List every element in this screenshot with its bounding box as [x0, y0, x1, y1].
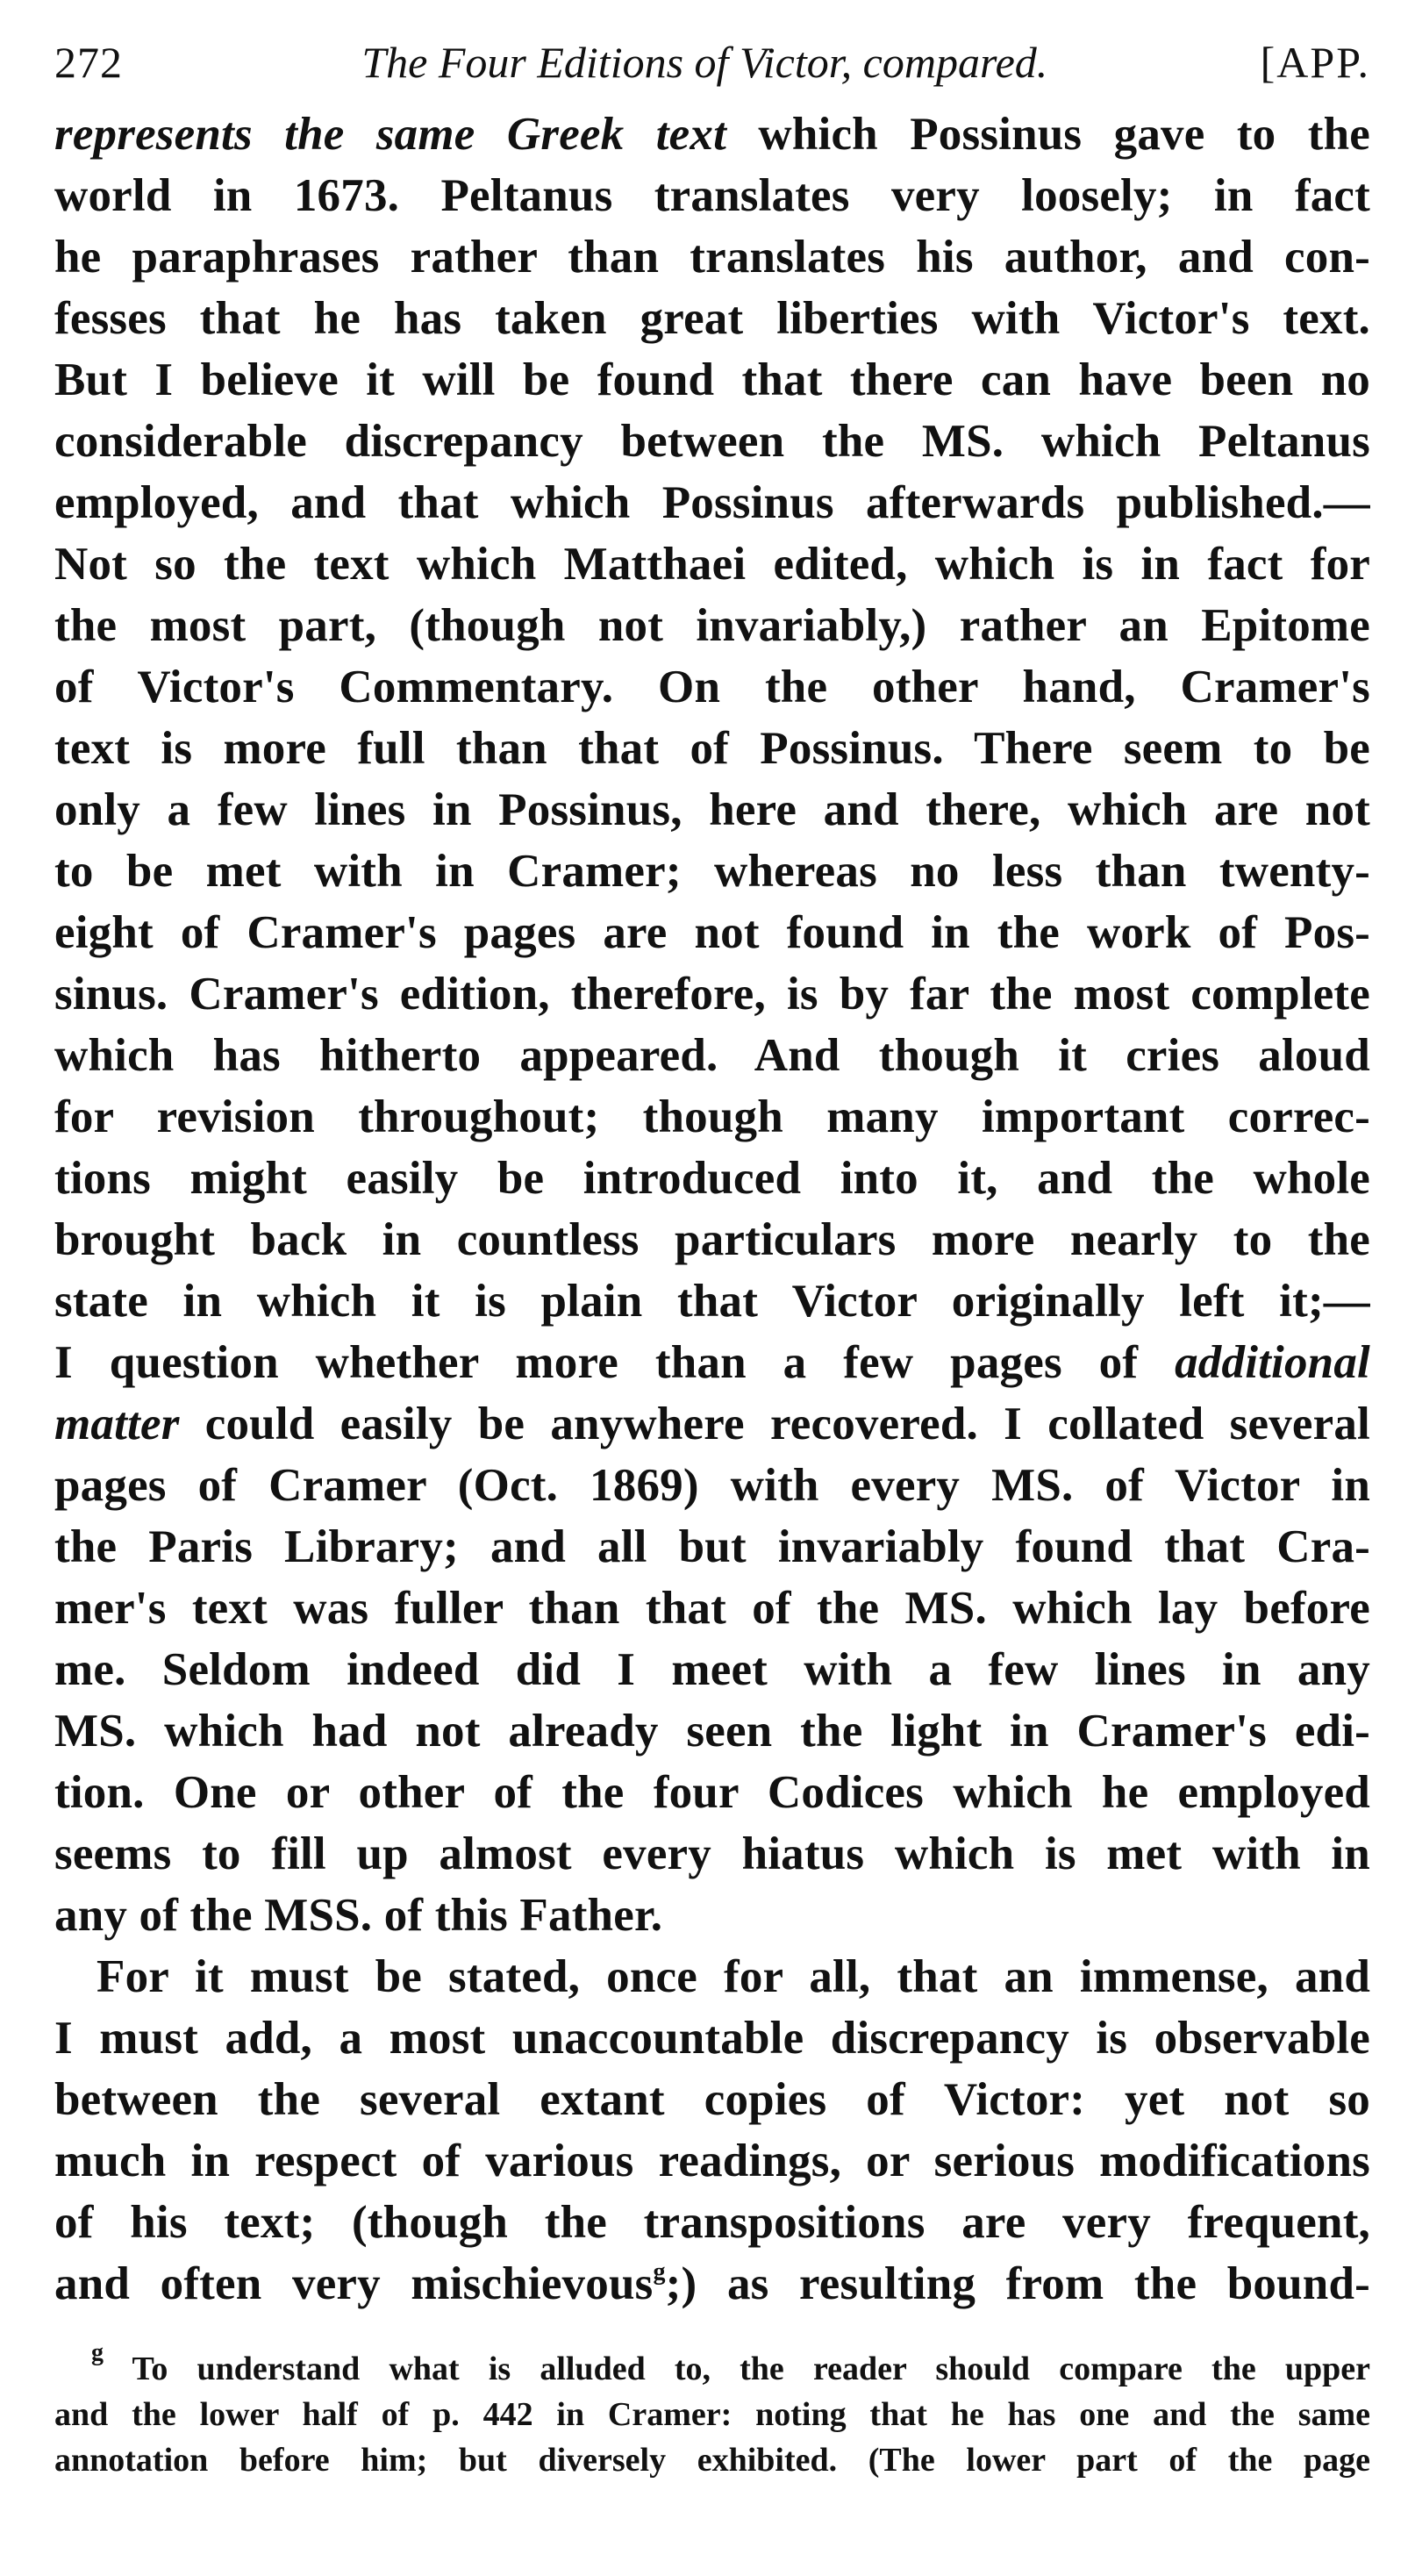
text-line: [54, 1209, 1370, 1270]
text-run: much in respect of various readings, or serious modifications: [54, 2136, 1370, 2186]
text-run: any of the MSS. of this Father.: [54, 1890, 663, 1941]
book-page: [54, 26, 1370, 2483]
text-run: tion. One or other of the four Codices which he employed: [54, 1767, 1370, 1818]
text-run: and the lower half of p. 442 in Cramer: noting that he has one and the same: [54, 2396, 1370, 2433]
text-line: [54, 1332, 1370, 1393]
text-run: tions might easily be introduced into it, and the whole: [54, 1153, 1370, 1204]
text-line: [54, 411, 1370, 472]
page-number: 272: [54, 38, 123, 87]
text-line: [54, 902, 1370, 963]
text-line: [54, 1270, 1370, 1332]
italic-text: matter: [54, 1399, 180, 1449]
text-line: [54, 841, 1370, 902]
text-run: fesses that he has taken great liberties with Victor's text.: [54, 293, 1370, 344]
text-line: [54, 2007, 1370, 2069]
text-run: employed, and that which Possinus afterwards published.—: [54, 477, 1370, 528]
text-line: [54, 1946, 1370, 2007]
text-line: [54, 1578, 1370, 1639]
text-run: between the several extant copies of Victor: yet not so: [54, 2074, 1370, 2125]
text-run: of Victor's Commentary. On the other hand, Cramer's: [54, 662, 1370, 712]
text-run: only a few lines in Possinus, here and there, which are not: [54, 784, 1370, 835]
text-run: world in 1673. Peltanus translates very loosely; in fact: [54, 170, 1370, 221]
text-run: the Paris Library; and all but invariably found that Cra-: [54, 1521, 1370, 1572]
footnote-marker: g: [653, 2258, 666, 2286]
text-run: text is more full than that of Possinus. There seem to be: [54, 723, 1370, 774]
text-run: could easily be anywhere recovered. I collated several: [179, 1399, 1370, 1449]
text-run: of his text; (though the transpositions are very frequent,: [54, 2197, 1370, 2248]
text-line: [54, 1086, 1370, 1148]
text-run: I question whether more than a few pages of: [54, 1337, 1176, 1388]
text-line: [54, 2069, 1370, 2130]
footnote-line: [54, 2392, 1370, 2437]
text-run: he paraphrases rather than translates his author, and con-: [54, 232, 1370, 283]
text-run: annotation before him; but diversely exhibited. (The lower part of the page: [54, 2442, 1370, 2479]
text-line: [54, 1823, 1370, 1885]
text-run: me. Seldom indeed did I meet with a few lines in any: [54, 1644, 1370, 1695]
text-run: MS. which had not already seen the light in Cramer's edi-: [54, 1706, 1370, 1757]
text-line: [54, 2192, 1370, 2253]
text-run: which Possinus gave to the: [726, 109, 1370, 160]
text-run: eight of Cramer's pages are not found in the work of Pos-: [54, 907, 1370, 958]
text-line: [54, 656, 1370, 718]
text-run: mer's text was fuller than that of the MS. which lay before: [54, 1583, 1370, 1634]
text-run: ;) as resulting from the bound-: [665, 2258, 1370, 2309]
running-title: The Four Editions of Victor, compared.: [361, 38, 1048, 87]
footnote-line: [54, 2437, 1370, 2483]
italic-text: represents the same Greek text: [54, 109, 726, 160]
text-run: seems to fill up almost every hiatus which is met with in: [54, 1828, 1370, 1879]
text-line: [54, 288, 1370, 349]
text-line: [54, 1639, 1370, 1700]
body-text: [54, 104, 1370, 2315]
text-line: [54, 472, 1370, 533]
text-line: [54, 1700, 1370, 1762]
text-line: [54, 1762, 1370, 1823]
text-line: [54, 779, 1370, 841]
text-run: which has hitherto appeared. And though it cries aloud: [54, 1030, 1370, 1081]
text-run: sinus. Cramer's edition, therefore, is by far the most complete: [54, 969, 1370, 1020]
text-run: considerable discrepancy between the MS. which Peltanus: [54, 416, 1370, 467]
text-run: and often very mischievous: [54, 2258, 654, 2309]
italic-text: additional: [1175, 1337, 1370, 1388]
text-run: for revision throughout; though many important correc-: [54, 1091, 1370, 1142]
text-line: [54, 2130, 1370, 2192]
text-line: [54, 104, 1370, 165]
footnote-line: [54, 2346, 1370, 2392]
text-line: [54, 595, 1370, 656]
running-header: [54, 26, 1370, 98]
text-run: I must add, a most unaccountable discrepancy is observable: [54, 2013, 1370, 2064]
text-line: [54, 349, 1370, 411]
section-mark: [APP.: [1260, 38, 1370, 87]
text-run: To understand what is alluded to, the reader should compare the upper: [104, 2351, 1370, 2387]
text-line: [54, 963, 1370, 1025]
text-line: [54, 1393, 1370, 1455]
text-run: state in which it is plain that Victor originally left it;—: [54, 1276, 1370, 1327]
text-line: [54, 533, 1370, 595]
text-line: [54, 1455, 1370, 1516]
text-line: [54, 1148, 1370, 1209]
text-line: [54, 1516, 1370, 1578]
text-run: the most part, (though not invariably,) rather an Epitome: [54, 600, 1370, 651]
text-line: [54, 1025, 1370, 1086]
text-run: to be met with in Cramer; whereas no less than twenty-: [54, 846, 1370, 897]
footnotes: [54, 2346, 1370, 2483]
text-run: But I believe it will be found that there can have been no: [54, 354, 1370, 405]
text-line: [54, 165, 1370, 226]
text-line: [54, 718, 1370, 779]
text-line: [54, 226, 1370, 288]
text-run: pages of Cramer (Oct. 1869) with every MS. of Victor in: [54, 1460, 1370, 1511]
text-run: brought back in countless particulars more nearly to the: [54, 1214, 1370, 1265]
text-run: Not so the text which Matthaei edited, which is in fact for: [54, 539, 1370, 590]
text-line: [54, 2253, 1370, 2315]
text-run: For it must be stated, once for all, that an immense, and: [96, 1951, 1370, 2002]
footnote-marker: g: [91, 2346, 104, 2366]
text-line: [54, 1885, 1370, 1946]
